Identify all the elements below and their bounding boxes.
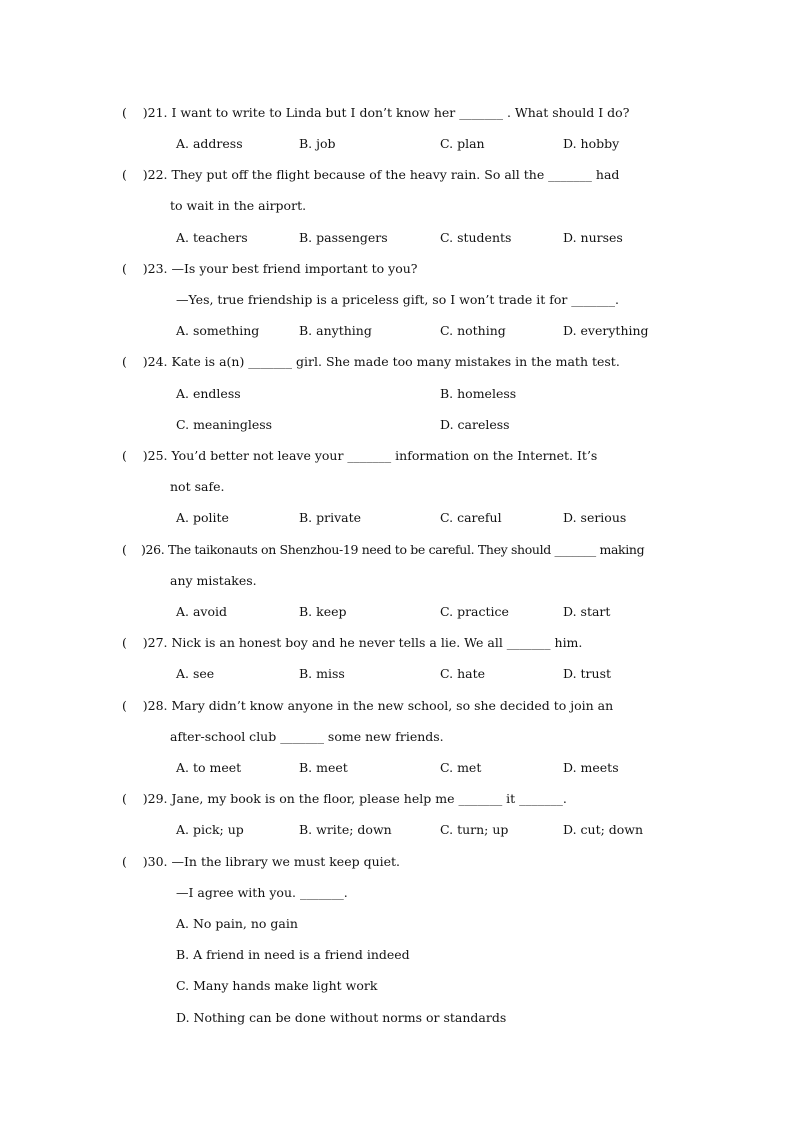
question-28-option-c: C. met: [440, 760, 482, 775]
question-23-option-b: B. anything: [299, 323, 372, 338]
question-30-option-d: D. Nothing can be done without norms or standards: [176, 1010, 507, 1025]
question-22-option-c: C. students: [440, 230, 512, 245]
question-23-option-a: A. something: [176, 323, 260, 338]
question-22-option-d: D. nurses: [563, 230, 623, 245]
question-25-continuation: not safe.: [170, 479, 225, 494]
question-22-stem: ( )22. They put off the flight because of the heavy rain. So all the _______ had: [122, 167, 620, 182]
question-30-option-a: A. No pain, no gain: [176, 916, 298, 931]
question-25-option-d: D. serious: [563, 510, 627, 525]
question-25-option-b: B. private: [299, 510, 362, 525]
question-30-option-b: B. A friend in need is a friend indeed: [176, 947, 410, 962]
question-30-stem: ( )30. —In the library we must keep quiet.: [122, 854, 401, 869]
question-27-stem: ( )27. Nick is an honest boy and he never tells a lie. We all _______ him.: [122, 635, 583, 650]
question-29-stem: ( )29. Jane, my book is on the floor, please help me _______ it _______.: [122, 791, 567, 806]
question-27-option-a: A. see: [176, 666, 215, 681]
question-26-stem: ( )26. The taikonauts on Shenzhou-19 need to be careful. They should _______ making: [122, 542, 645, 557]
question-21-option-b: B. job: [299, 136, 336, 151]
question-25-option-a: A. polite: [176, 510, 229, 525]
question-24-option-d: D. careless: [440, 417, 510, 432]
question-23-continuation: —Yes, true friendship is a priceless gift, so I won’t trade it for _______.: [176, 292, 620, 307]
question-23-stem: ( )23. —Is your best friend important to you?: [122, 261, 418, 276]
question-29-option-d: D. cut; down: [563, 822, 644, 837]
question-21-option-c: C. plan: [440, 136, 485, 151]
question-27-option-b: B. miss: [299, 666, 345, 681]
question-28-option-b: B. meet: [299, 760, 348, 775]
question-24-option-c: C. meaningless: [176, 417, 273, 432]
question-25-option-c: C. careful: [440, 510, 502, 525]
question-29-option-a: A. pick; up: [176, 822, 244, 837]
question-23-option-d: D. everything: [563, 323, 649, 338]
question-26-option-b: B. keep: [299, 604, 347, 619]
question-24-stem: ( )24. Kate is a(n) _______ girl. She made too many mistakes in the math test.: [122, 354, 620, 369]
question-26-option-a: A. avoid: [176, 604, 228, 619]
question-26-continuation: any mistakes.: [170, 573, 257, 588]
question-27-option-c: C. hate: [440, 666, 485, 681]
question-24-option-a: A. endless: [176, 386, 241, 401]
question-24-option-b: B. homeless: [440, 386, 517, 401]
question-26-option-c: C. practice: [440, 604, 509, 619]
question-21-stem: ( )21. I want to write to Linda but I don’t know her _______ . What should I do?: [122, 105, 630, 120]
question-28-option-d: D. meets: [563, 760, 619, 775]
question-23-option-c: C. nothing: [440, 323, 506, 338]
question-27-option-d: D. trust: [563, 666, 612, 681]
question-28-stem: ( )28. Mary didn’t know anyone in the new school, so she decided to join an: [122, 698, 614, 713]
question-26-option-d: D. start: [563, 604, 611, 619]
question-29-option-c: C. turn; up: [440, 822, 509, 837]
question-22-option-a: A. teachers: [176, 230, 248, 245]
question-30-continuation: —I agree with you. _______.: [176, 885, 348, 900]
question-25-stem: ( )25. You’d better not leave your _______ information on the Internet. It’s: [122, 448, 598, 463]
question-28-option-a: A. to meet: [176, 760, 242, 775]
question-22-option-b: B. passengers: [299, 230, 388, 245]
question-28-continuation: after-school club _______ some new friends.: [170, 729, 444, 744]
question-21-option-d: D. hobby: [563, 136, 620, 151]
question-30-option-c: C. Many hands make light work: [176, 978, 378, 993]
question-29-option-b: B. write; down: [299, 822, 392, 837]
question-22-continuation: to wait in the airport.: [170, 198, 307, 213]
question-21-option-a: A. address: [176, 136, 243, 151]
